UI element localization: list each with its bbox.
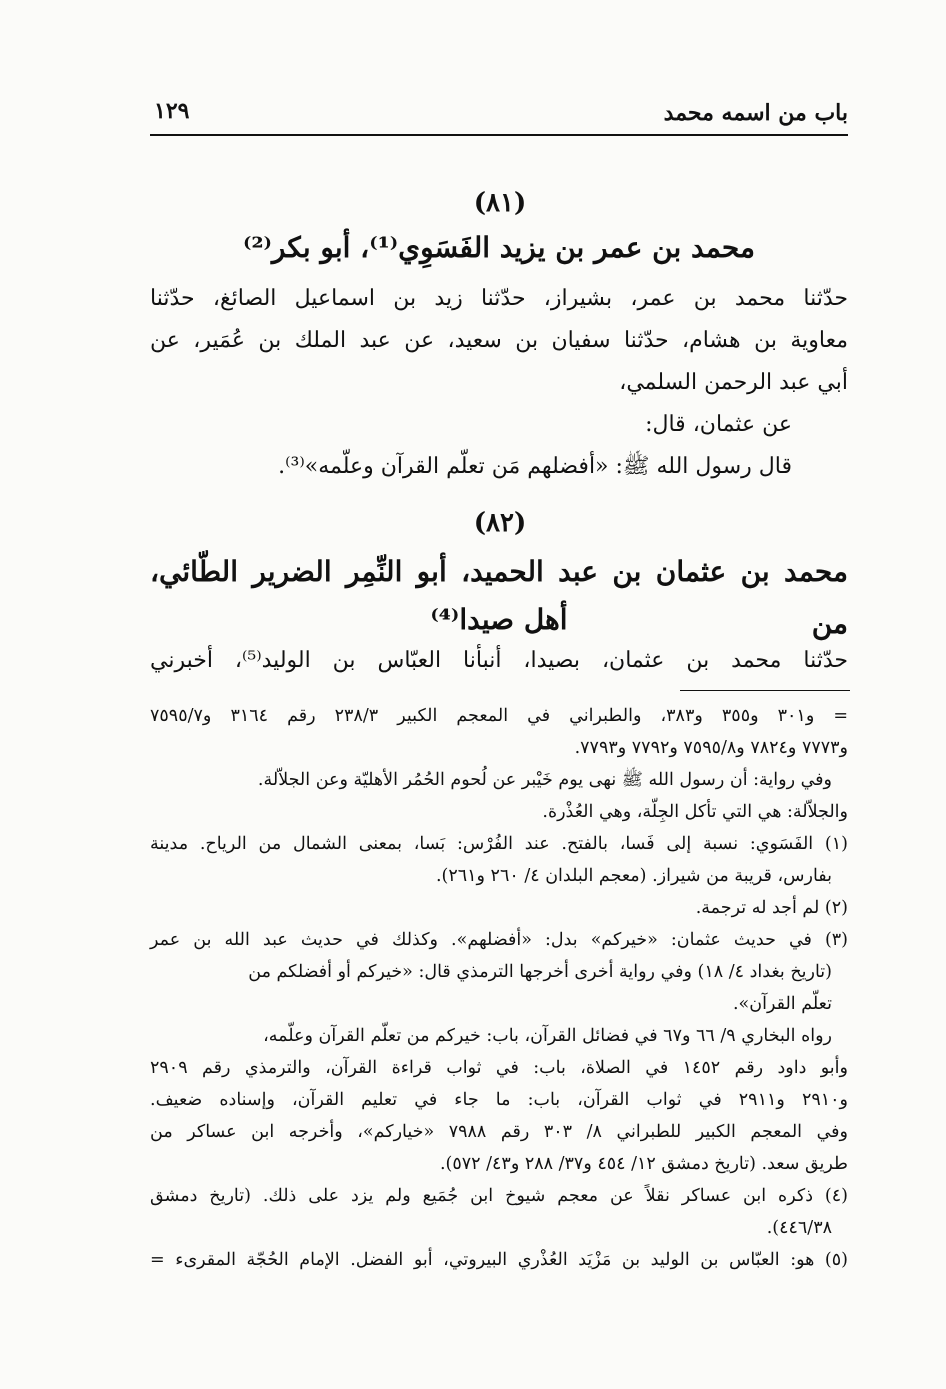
entry-title: محمد بن عثمان بن عبد الحميد، أبو النِّمِر الضرير الطّائي، من <box>150 555 848 640</box>
footnote-separator <box>680 690 850 691</box>
footnotes <box>150 700 848 1276</box>
footnote-line: تعلّم القرآن». <box>732 994 832 1014</box>
footnote-line: وفي المعجم الكبير للطبراني ٨/ ٣٠٣ رقم ٧٩٨٨ «خياركم»، وأخرجه ابن عساكر من <box>150 1122 848 1142</box>
footnote-line: (٣) في حديث عثمان: «خيركم» بدل: «أفضلهم». وكذلك في حديث عبد الله بن عمر <box>150 930 848 950</box>
entry-title: محمد بن عمر بن يزيد الفَسَوِي⁽¹⁾، أبو بكر⁽²⁾ <box>242 231 755 264</box>
footnote-line: و٧٧٧٣ و٧٨٢٤ و٧٥٩٥/٨ و٧٧٩٢ و٧٧٩٣. <box>574 738 848 758</box>
body-line: قال رسول الله ﷺ: «أفضلهم مَن تعلّم القرآن وعلّمه»⁽³⁾. <box>278 454 792 479</box>
footnote-line: وأبو داود رقم ١٤٥٢ في الصلاة، باب: في ثواب قراءة القرآن، والترمذي رقم ٢٩٠٩ <box>150 1058 848 1078</box>
footnote-line: (٢) لم أجد له ترجمة. <box>695 898 848 918</box>
body-line: معاوية بن هشام، حدّثنا سفيان بن سعيد، عن عبد الملك بن عُمَير، عن <box>150 328 848 353</box>
body-line: حدّثنا محمد بن عمر، بشيراز، حدّثنا زيد بن اسماعيل الصائغ، حدّثنا <box>150 286 848 311</box>
footnote-line: (١) الفَسَوي: نسبة إلى فَسا، بالفتح. عند الفُرْس: بَسا، بمعنى الشمال من الرياح. مدينة <box>150 834 848 854</box>
entry-title: أهل صيدا⁽⁴⁾ <box>430 603 568 636</box>
footnote-line: (٤) ذكره ابن عساكر نقلاً عن معجم شيوخ ابن جُمَيع ولم يزد على ذلك. (تاريخ دمشق <box>150 1186 848 1206</box>
body-line: حدّثنا محمد بن عثمان، بصيدا، أنبأنا العبّاس بن الوليد⁽⁵⁾، أخبرني <box>150 648 848 673</box>
entry-body <box>150 278 848 488</box>
footnote-line: = و٣٠١ و٣٥٥ و٣٨٣، والطبراني في المعجم الكبير ٢٣٨/٣ رقم ٣١٦٤ و٧٥٩٥/٧ <box>150 706 849 726</box>
footnote-line: وفي رواية: أن رسول الله ﷺ نهى يوم خَيْبر عن لُحوم الحُمُر الأهليّة وعن الجلاّلة. <box>257 770 832 790</box>
chapter-title: باب من اسمه محمد <box>663 100 848 126</box>
footnote-line: بفارس، قريبة من شيراز. (معجم البلدان ٤/ ٢٦٠ و٢٦١). <box>435 866 832 886</box>
footnote-line: والجلاّلة: هي التي تأكل الجِلّة، وهي العُذْرة. <box>542 802 848 822</box>
entry-number: (٨١) <box>473 188 527 218</box>
body-line: عن عثمان، قال: <box>645 412 792 437</box>
footnote-line: رواه البخاري ٩/ ٦٦ و٦٧ في فضائل القرآن، باب: خيركم من تعلّم القرآن وعلّمه، <box>263 1026 832 1046</box>
page-number: ١٢٩ <box>154 98 190 124</box>
entry-number: (٨٢) <box>473 508 527 538</box>
footnote-line: و٢٩١٠ و٢٩١١ في ثواب القرآن، باب: ما جاء في تعليم القرآن، وإسناده ضعيف. <box>150 1090 848 1110</box>
page-header <box>150 98 848 136</box>
body-line: أبي عبد الرحمن السلمي، <box>619 370 848 395</box>
footnote-line: (تاريخ بغداد ٤/ ١٨) وفي رواية أخرى أخرجها الترمذي قال: «خيركم أو أفضلكم من <box>248 962 832 982</box>
footnote-line: طريق سعد. (تاريخ دمشق ١٢/ ٤٥٤ و٣٧/ ٢٨٨ و٤٣/ ٥٧٢). <box>439 1154 848 1174</box>
footnote-line: ٤٤٦/٣٨). <box>766 1218 832 1238</box>
footnote-line: (٥) هو: العبّاس بن الوليد بن مَزْيَد العُذْري البيروتي، أبو الفضل. الإمام الحُجّة المقرىء = <box>150 1250 848 1270</box>
